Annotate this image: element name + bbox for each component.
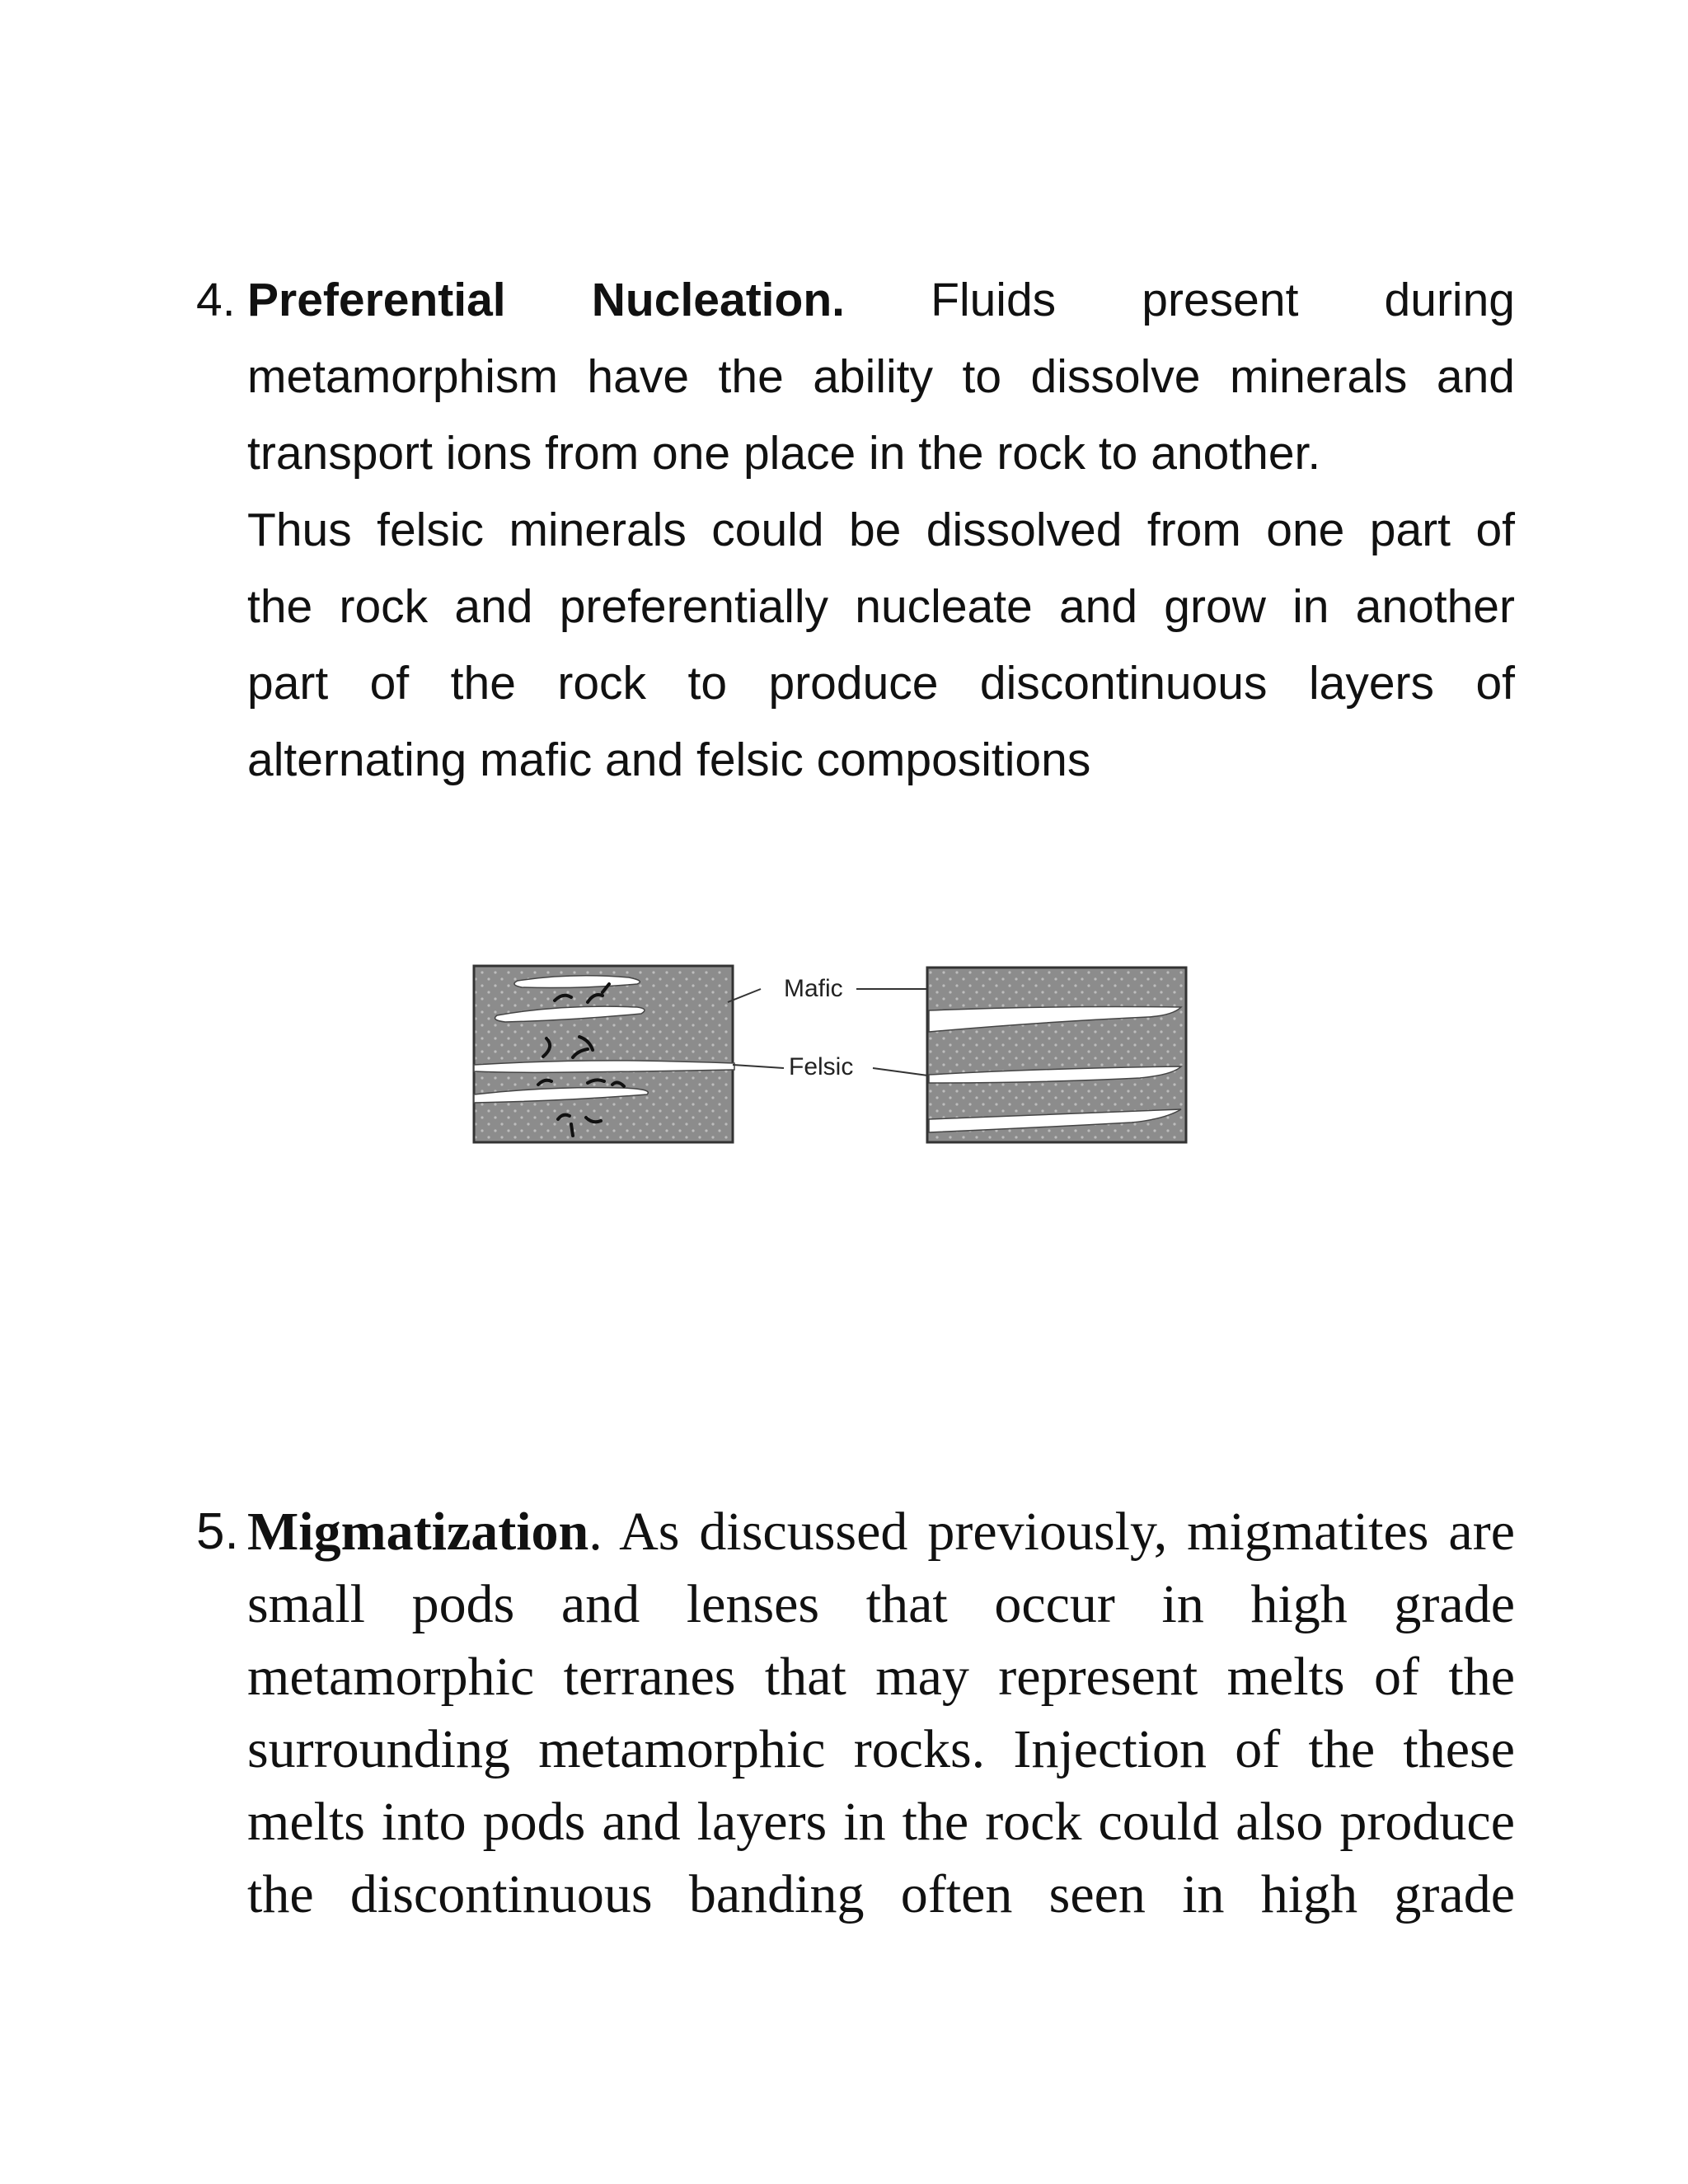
felsic-band: [474, 1061, 734, 1072]
paragraph-line: alternating mafic and felsic compositions: [247, 733, 1091, 786]
paragraph-line: metamorphism have the ability to dissolve minerals and: [247, 350, 1515, 403]
banding-diagram: [472, 963, 1198, 1156]
list-number: 4.: [196, 274, 236, 326]
left-rock-block: [474, 966, 761, 1142]
list-item-migmatization: [196, 1496, 1515, 1931]
paragraph-line: the rock and preferentially nucleate and grow in another: [247, 580, 1515, 633]
paragraph-line: part of the rock to produce discontinuous layers of: [247, 657, 1515, 710]
paragraph-line: surrounding metamorphic rocks. Injection of the these: [247, 1719, 1515, 1779]
felsic-label: Felsic: [789, 1053, 854, 1080]
banding-diagram-svg: [472, 963, 1198, 1156]
list-number: 5.: [196, 1503, 239, 1560]
paragraph-line: small pods and lenses that occur in high grade: [247, 1574, 1515, 1634]
paragraph: [247, 1496, 1515, 1931]
paragraph-line: the discontinuous banding often seen in high grade: [247, 1864, 1515, 1924]
list-item-preferential-nucleation: [196, 262, 1515, 799]
mafic-label: Mafic: [784, 975, 843, 1002]
paragraph-line: Preferential Nucleation. Fluids present during: [247, 274, 1515, 326]
paragraph-line: Migmatization. As discussed previously, migmatites are: [247, 1502, 1515, 1562]
right-rock-block: [927, 968, 1186, 1142]
paragraph-line: transport ions from one place in the rock to another.: [247, 427, 1321, 480]
paragraph-line: melts into pods and layers in the rock could also produce: [247, 1792, 1515, 1852]
paragraph: [247, 262, 1515, 799]
paragraph-line: metamorphic terranes that may represent melts of the: [247, 1647, 1515, 1707]
paragraph-line: Thus felsic minerals could be dissolved from one part of: [247, 504, 1515, 556]
item-heading: Preferential Nucleation.: [247, 274, 845, 326]
item-heading: Migmatization: [247, 1502, 589, 1562]
